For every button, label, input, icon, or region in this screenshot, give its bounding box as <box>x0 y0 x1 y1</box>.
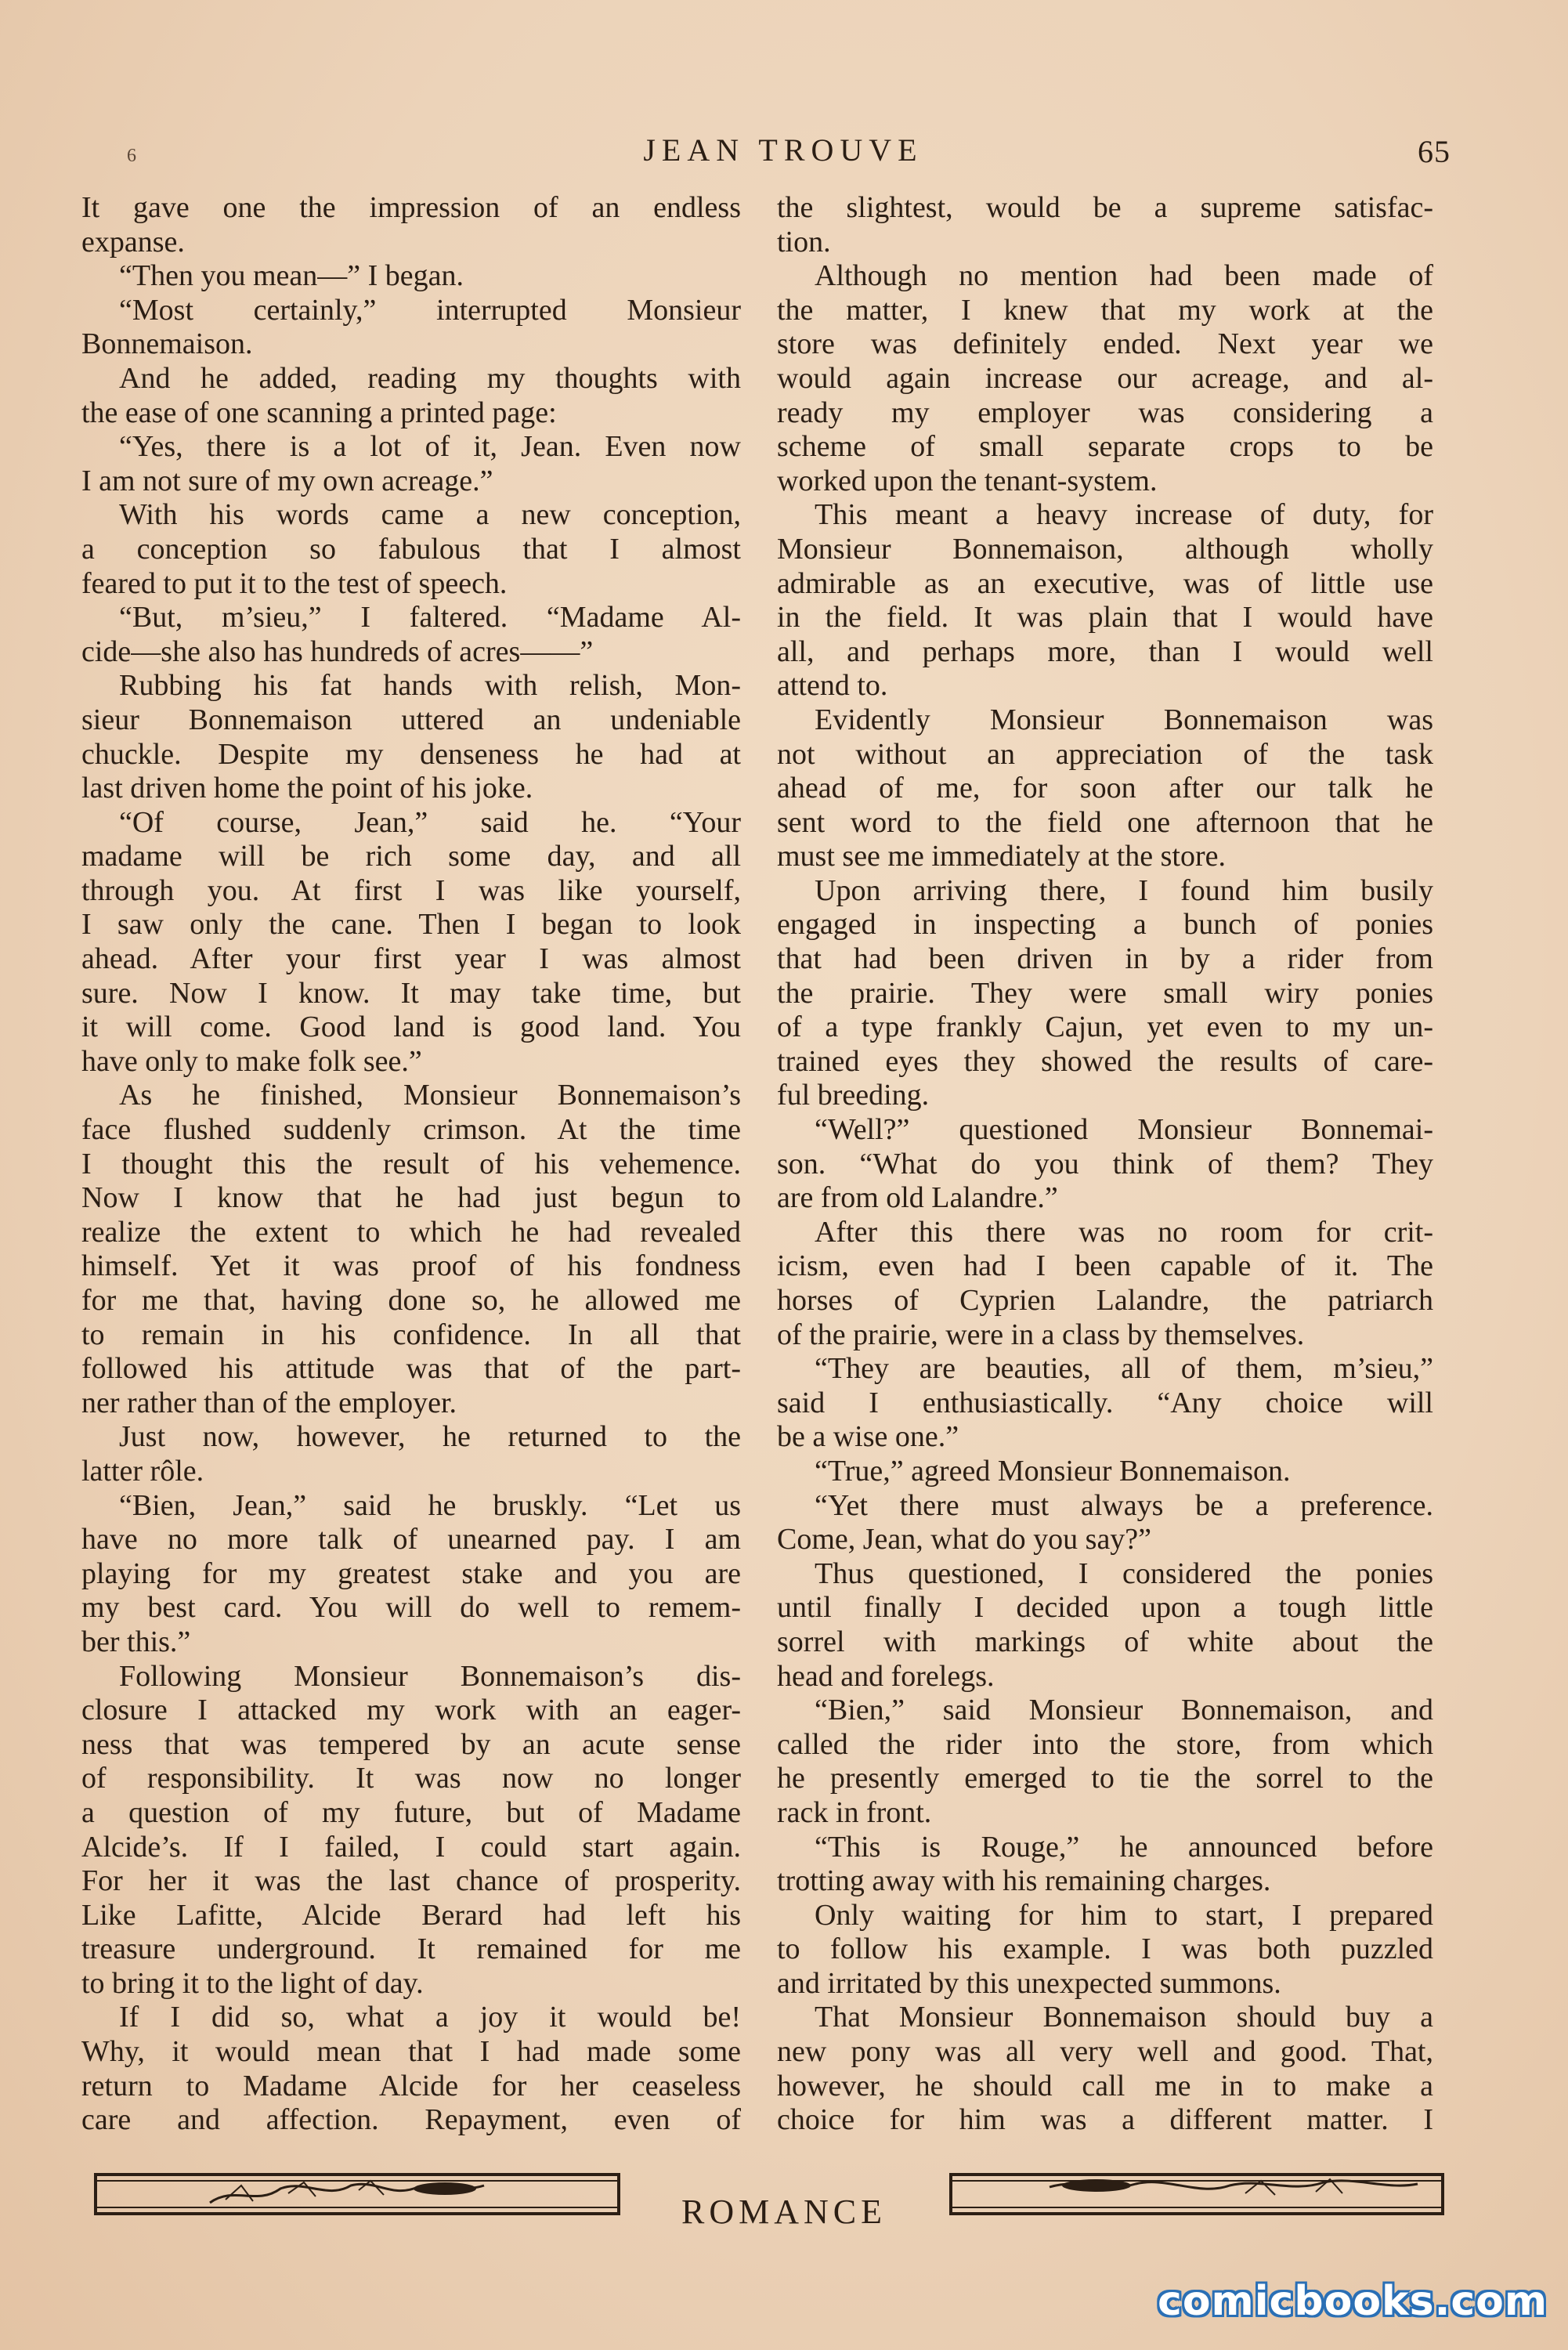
text-line: I thought this the result of his vehemence. <box>81 1147 741 1180</box>
text-line: “Then you mean—” I began. <box>119 259 464 293</box>
text-line: rack in front. <box>777 1795 932 1829</box>
text-line: new pony was all very well and good. That, <box>777 2035 1433 2069</box>
text-line: until finally I decided upon a tough little <box>777 1591 1433 1625</box>
text-line: Thus questioned, I considered the ponies <box>815 1556 1433 1590</box>
text-line: With his words came a new conception, <box>119 498 741 532</box>
text-line: sent word to the field one afternoon that he <box>777 805 1433 839</box>
text-line: For her it was the last chance of prosperity. <box>81 1864 741 1898</box>
text-line: himself. Yet it was proof of his fondness <box>81 1249 741 1283</box>
text-line: “Bien, Jean,” said he bruskly. “Let us <box>119 1488 741 1522</box>
text-line: sure. Now I know. It may take time, but <box>81 976 741 1010</box>
text-line: to remain in his confidence. In all that <box>81 1318 741 1351</box>
text-line: “Yet there must always be a preference. <box>815 1488 1433 1522</box>
header-margin-mark: 6 <box>127 146 136 166</box>
text-line: “But, m’sieu,” I faltered. “Madame Al- <box>119 601 741 634</box>
text-line: care and affection. Repayment, even of <box>81 2103 741 2137</box>
text-line: the slightest, would be a supreme satisfac- <box>777 191 1433 224</box>
text-line: I saw only the cane. Then I began to look <box>81 908 741 942</box>
text-line: If I did so, what a joy it would be! <box>119 2001 741 2034</box>
text-line: are from old Lalandre.” <box>777 1181 1058 1215</box>
text-line: of a type frankly Cajun, yet even to my un- <box>777 1010 1433 1044</box>
text-line: for me that, having done so, he allowed me <box>81 1284 741 1317</box>
text-line: have only to make folk see.” <box>81 1044 422 1078</box>
text-line: “They are beauties, all of them, m’sieu,” <box>815 1352 1433 1386</box>
text-line: madame will be rich some day, and all <box>81 840 741 873</box>
text-line: return to Madame Alcide for her ceaseless <box>81 2069 741 2102</box>
text-line: ahead of me, for soon after our talk he <box>777 772 1433 805</box>
text-line: cide—she also has hundreds of acres——” <box>81 634 594 668</box>
text-line: admirable as an executive, was of little use <box>777 566 1433 600</box>
text-line: “This is Rouge,” he announced before <box>815 1830 1433 1864</box>
text-line: engaged in inspecting a bunch of ponies <box>777 908 1433 942</box>
text-line: Rubbing his fat hands with relish, Mon- <box>119 669 741 703</box>
text-line: Evidently Monsieur Bonnemaison was <box>815 703 1433 736</box>
watermark-logo: comicbooks.com <box>1158 2278 1548 2325</box>
text-line: That Monsieur Bonnemaison should buy a <box>815 2001 1433 2034</box>
running-header <box>78 132 1488 179</box>
text-line: “True,” agreed Monsieur Bonnemaison. <box>815 1454 1291 1488</box>
text-line: ber this.” <box>81 1625 191 1658</box>
text-line: through you. At first I was like yourself, <box>81 873 741 907</box>
text-line: tion. <box>777 225 831 258</box>
text-line: expanse. <box>81 225 185 258</box>
text-line: Only waiting for him to start, I prepared <box>815 1898 1433 1932</box>
text-line: that had been driven in by a rider from <box>777 942 1433 976</box>
text-line: After this there was no room for crit- <box>815 1215 1433 1249</box>
text-line: store was definitely ended. Next year we <box>777 327 1433 361</box>
text-line: trotting away with his remaining charges. <box>777 1864 1271 1898</box>
text-line: the matter, I knew that my work at the <box>777 293 1433 327</box>
text-line: called the rider into the store, from which <box>777 1727 1433 1761</box>
left-text-column <box>81 191 741 2138</box>
text-line: to follow his example. I was both puzzled <box>777 1932 1433 1966</box>
text-line: “Well?” questioned Monsieur Bonnemai- <box>815 1113 1433 1147</box>
text-line: sorrel with markings of white about the <box>777 1625 1433 1658</box>
page-number: 65 <box>1418 134 1451 169</box>
text-line: to bring it to the light of day. <box>81 1966 424 2000</box>
text-line: it will come. Good land is good land. You <box>81 1010 741 1044</box>
text-line: “Bien,” said Monsieur Bonnemaison, and <box>815 1694 1433 1727</box>
text-line: Alcide’s. If I failed, I could start again. <box>81 1830 741 1864</box>
footer-romance: ROMANCE <box>681 2193 887 2231</box>
text-line: my best card. You will do well to remem- <box>81 1591 741 1625</box>
text-line: ful breeding. <box>777 1079 930 1112</box>
text-line: icism, even had I been capable of it. The <box>777 1249 1433 1283</box>
text-line: latter rôle. <box>81 1454 204 1488</box>
footer-banner <box>0 2162 1568 2231</box>
text-line: all, and perhaps more, than I would well <box>777 634 1433 668</box>
text-line: the prairie. They were small wiry ponies <box>777 976 1433 1010</box>
text-line: said I enthusiastically. “Any choice will <box>777 1386 1433 1419</box>
text-line: in the field. It was plain that I would have <box>777 601 1433 634</box>
text-line: closure I attacked my work with an eager- <box>81 1694 741 1727</box>
text-line: “Yes, there is a lot of it, Jean. Even now <box>119 430 741 464</box>
text-line: attend to. <box>777 669 888 703</box>
text-line: not without an appreciation of the task <box>777 737 1433 771</box>
text-line: Although no mention had been made of <box>815 259 1433 293</box>
text-line: be a wise one.” <box>777 1420 959 1454</box>
text-line: son. “What do you think of them? They <box>777 1147 1433 1180</box>
text-line: a conception so fabulous that I almost <box>81 532 741 566</box>
text-line: and irritated by this unexpected summons. <box>777 1966 1281 2000</box>
text-line: ready my employer was considering a <box>777 396 1433 429</box>
text-line: Come, Jean, what do you say?” <box>777 1523 1152 1556</box>
text-line: feared to put it to the test of speech. <box>81 566 508 600</box>
text-line: treasure underground. It remained for me <box>81 1932 741 1966</box>
text-line: Why, it would mean that I had made some <box>81 2035 741 2069</box>
text-line: Monsieur Bonnemaison, although wholly <box>777 532 1433 566</box>
text-line: Like Lafitte, Alcide Berard had left his <box>81 1898 741 1932</box>
right-text-column <box>777 191 1433 2138</box>
text-line: would again increase our acreage, and al- <box>777 361 1433 395</box>
text-line: ner rather than of the employer. <box>81 1386 457 1419</box>
footer-right-ornament-icon <box>948 2162 1449 2225</box>
text-line: Bonnemaison. <box>81 327 253 361</box>
text-line: “Most certainly,” interrupted Monsieur <box>119 293 741 327</box>
text-line: must see me immediately at the store. <box>777 840 1227 873</box>
text-line: ahead. After your first year I was almost <box>81 942 741 976</box>
text-line: horses of Cyprien Lalandre, the patriarch <box>777 1284 1433 1317</box>
text-line: of responsibility. It was now no longer <box>81 1762 741 1795</box>
text-line: face flushed suddenly crimson. At the time <box>81 1113 741 1147</box>
header-title: JEAN TROUVE <box>643 132 923 168</box>
text-line: And he added, reading my thoughts with <box>119 361 741 395</box>
text-line: head and forelegs. <box>777 1659 995 1693</box>
text-line: ness that was tempered by an acute sense <box>81 1727 741 1761</box>
text-line: As he finished, Monsieur Bonnemaison’s <box>119 1079 741 1112</box>
text-line: This meant a heavy increase of duty, for <box>815 498 1433 532</box>
text-line: Upon arriving there, I found him busily <box>815 873 1433 907</box>
text-line: playing for my greatest stake and you are <box>81 1556 741 1590</box>
text-line: a question of my future, but of Madame <box>81 1795 741 1829</box>
text-line: I am not sure of my own acreage.” <box>81 464 493 497</box>
text-line: Just now, however, he returned to the <box>119 1420 741 1454</box>
text-line: chuckle. Despite my denseness he had at <box>81 737 741 771</box>
text-line: have no more talk of unearned pay. I am <box>81 1523 741 1556</box>
text-line: It gave one the impression of an endless <box>81 191 741 224</box>
text-line: scheme of small separate crops to be <box>777 430 1433 464</box>
text-line: followed his attitude was that of the part- <box>81 1352 741 1386</box>
text-line: last driven home the point of his joke. <box>81 772 533 805</box>
text-line: Following Monsieur Bonnemaison’s dis- <box>119 1659 741 1693</box>
text-line: worked upon the tenant-system. <box>777 464 1158 497</box>
text-line: trained eyes they showed the results of care- <box>777 1044 1433 1078</box>
text-line: of the prairie, were in a class by themselves. <box>777 1318 1305 1351</box>
text-line: choice for him was a different matter. I <box>777 2103 1433 2137</box>
text-line: sieur Bonnemaison uttered an undeniable <box>81 703 741 736</box>
text-line: realize the extent to which he had revealed <box>81 1215 741 1249</box>
text-line: however, he should call me in to make a <box>777 2069 1433 2102</box>
text-line: the ease of one scanning a printed page: <box>81 396 557 429</box>
text-line: “Of course, Jean,” said he. “Your <box>119 805 741 839</box>
text-line: he presently emerged to tie the sorrel to the <box>777 1762 1433 1795</box>
text-line: Now I know that he had just begun to <box>81 1181 741 1215</box>
